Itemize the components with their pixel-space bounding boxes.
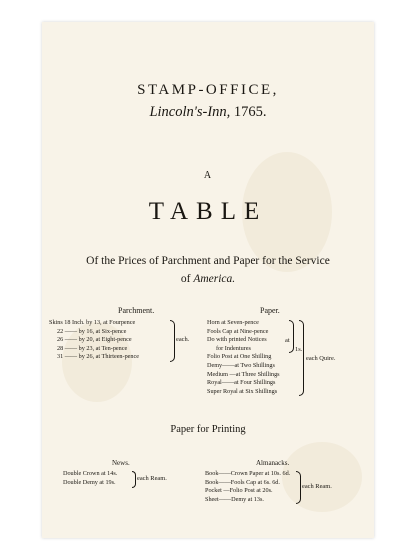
subtitle-place: America.	[193, 273, 236, 285]
paper-row: Fools Cap at Nine-pence	[207, 327, 269, 335]
office-heading: STAMP-OFFICE,	[137, 82, 279, 98]
news-brace-label: each Ream.	[137, 475, 167, 482]
paper-row: Folio Post at One Shilling	[207, 353, 272, 361]
news-list	[63, 470, 117, 487]
paper-brace-label-price: 1s.	[295, 346, 303, 353]
place-name: Lincoln's-Inn,	[149, 104, 231, 120]
news-row: Double Crown at 14s.	[63, 470, 118, 477]
subtitle-prefix: of	[180, 273, 191, 285]
paper-row: for Indentures	[216, 344, 251, 352]
paper-brace-label-at: at	[285, 337, 290, 344]
parchment-row: 28 —— by 23, at Ten-pence	[57, 344, 128, 352]
almanacks-row: Pocket —Folio Post at 20s.	[205, 487, 273, 495]
paper-stain	[282, 442, 362, 512]
almanacks-row: Book——Crown Paper at 10s. 6d.	[205, 470, 291, 477]
subtitle-line-1: Of the Prices of Parchment and Paper for the Service	[86, 255, 330, 267]
parchment-header: Parchment.	[118, 306, 155, 315]
paper-row: Demy——at Two Shillings	[207, 361, 275, 369]
paper-row: Royal——at Four Shillings	[207, 379, 276, 387]
almanacks-brace	[296, 471, 301, 504]
paper-row: Horn at Seven-pence	[207, 319, 259, 326]
almanacks-header: Almanacks.	[256, 459, 290, 467]
parchment-brace	[170, 320, 175, 362]
almanacks-list	[205, 470, 290, 504]
parchment-row: Skins 18 Inch. by 13, at Fourpence	[49, 319, 136, 326]
year: 1765.	[233, 104, 267, 120]
almanacks-row: Sheet——Demy at 13s.	[205, 495, 264, 503]
paper-row: Do with printed Notices	[207, 336, 267, 344]
parchment-list	[49, 319, 139, 362]
paper-row: Medium —at Three Shillings	[207, 370, 280, 378]
paper-header: Paper.	[260, 306, 280, 315]
paper-brace-label: each Quire.	[306, 355, 336, 362]
news-brace	[132, 471, 136, 488]
parchment-row: 22 —— by 16, at Six-pence	[57, 327, 127, 335]
subtitle-line-2	[42, 273, 374, 285]
almanacks-brace-label: each Ream.	[302, 483, 332, 490]
printing-header: Paper for Printing	[170, 424, 246, 435]
paper-list	[207, 319, 280, 396]
paper-row: Super Royal at Six Shillings	[207, 387, 278, 395]
news-row: Double Demy at 19s.	[63, 478, 116, 486]
parchment-row: 26 —— by 20, at Eight-pence	[57, 336, 132, 344]
paper-brace-large	[299, 320, 304, 396]
parchment-brace-label: each.	[176, 336, 190, 343]
table-title: TABLE	[148, 198, 268, 225]
document-page	[42, 22, 374, 538]
almanacks-row: Book——Fools Cap at 6s. 6d.	[205, 478, 280, 486]
parchment-row: 31 —— by 26, at Thirteen-pence	[57, 353, 140, 361]
news-header: News.	[112, 459, 130, 467]
article-a: A	[203, 170, 213, 181]
place-line	[42, 104, 374, 121]
